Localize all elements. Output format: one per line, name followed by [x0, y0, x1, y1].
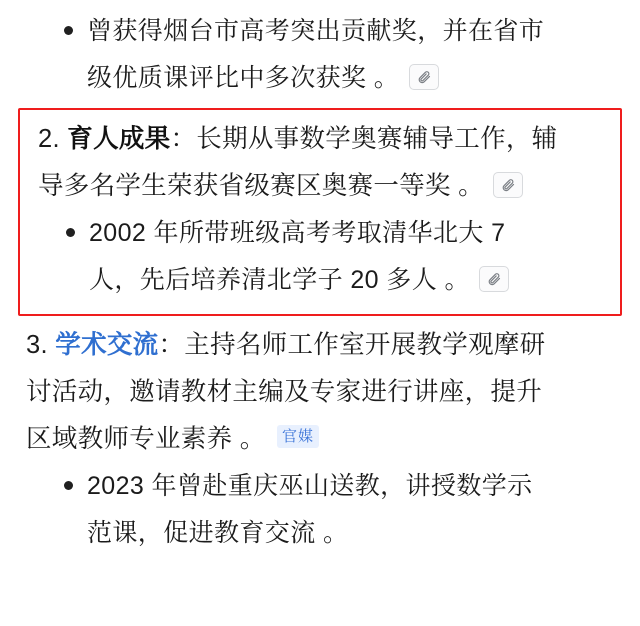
section-3-body-line-2: 讨活动，邀请教材主编及专家进行讲座，提升	[26, 378, 543, 406]
section-2-body-line-2-wrap: 导多名学生荣获省级赛区奥赛一等奖 。	[38, 163, 610, 210]
bullet-dot-icon	[66, 228, 75, 237]
text-line: 2002 年所带班级高考考取清华北大 7	[89, 219, 506, 247]
list-item-text	[87, 463, 533, 557]
section-achievement-award	[18, 8, 622, 102]
text-line: 曾获得烟台市高考突出贡献奖，并在省市	[87, 17, 545, 45]
section-2-number: 2.	[38, 125, 60, 153]
bullet-dot-icon	[64, 26, 73, 35]
paperclip-icon[interactable]	[479, 266, 509, 292]
section-3-heading: 学术交流	[55, 331, 159, 359]
text-line: 2023 年曾赴重庆巫山送教，讲授数学示	[87, 472, 533, 500]
text-line-wrap: 级优质课评比中多次获奖 。	[87, 55, 544, 102]
paperclip-icon[interactable]	[409, 64, 439, 90]
bullet-dot-icon	[64, 481, 73, 490]
status-badge[interactable]: 官媒	[277, 425, 319, 448]
list-item-text	[87, 8, 544, 102]
section-2-colon: ：	[170, 125, 197, 153]
section-2-body-line-1: 长期从事数学奥赛辅导工作，辅	[196, 125, 558, 153]
highlighted-section-2	[18, 108, 622, 316]
list-item	[30, 210, 610, 304]
paperclip-icon[interactable]	[493, 172, 523, 198]
list-item-text	[89, 210, 511, 304]
section-3-paragraph	[26, 322, 622, 463]
list-item	[18, 8, 622, 102]
section-3-body-line-3-wrap: 区域教师专业素养 。 官媒	[26, 416, 622, 463]
list-item	[26, 463, 622, 557]
section-academic-exchange	[18, 322, 622, 557]
section-2-heading: 育人成果	[67, 125, 171, 153]
section-3-number: 3.	[26, 331, 48, 359]
section-2-paragraph	[30, 116, 610, 210]
text-line: 范课，促进教育交流 。	[87, 519, 349, 547]
text-line-wrap: 人，先后培养清北学子 20 多人 。	[89, 257, 511, 304]
section-3-colon: ：	[158, 331, 185, 359]
section-3-body-line-1: 主持名师工作室开展教学观摩研	[184, 331, 546, 359]
